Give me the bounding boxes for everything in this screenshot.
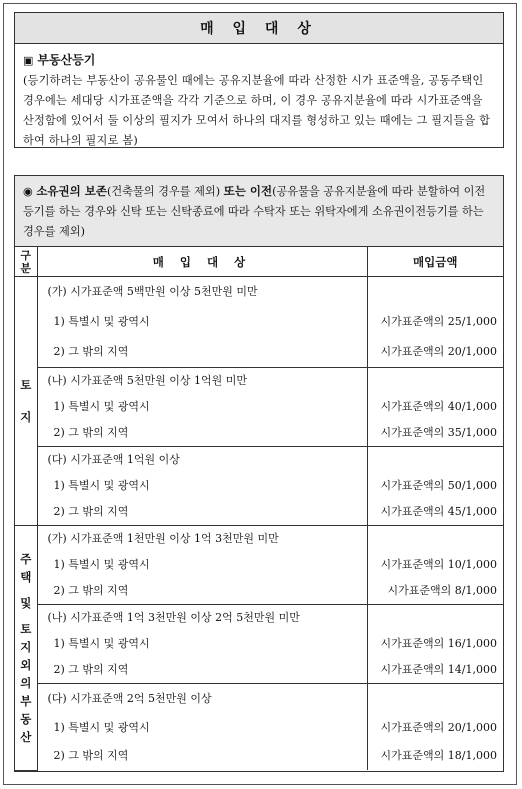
- row-label: 1) 특별시 및 광역시: [53, 558, 150, 571]
- table-header-row: [15, 247, 503, 277]
- block-title: (다) 시가표준액 1억원 이상: [47, 453, 180, 466]
- category-land: [15, 277, 37, 526]
- heading-bold-preservation: 소유권의 보존: [36, 184, 107, 198]
- amount-value: 시가표준액의 16/1,000: [380, 637, 497, 650]
- header-target: 매 입 대 상: [37, 247, 367, 277]
- amount-value: 시가표준액의 8/1,000: [387, 584, 497, 597]
- row-label: 1) 특별시 및 광역시: [53, 479, 150, 492]
- amount-value: 시가표준액의 45/1,000: [380, 505, 497, 518]
- amount-value: 시가표준액의 50/1,000: [380, 479, 497, 492]
- amounts-land-ga: [367, 277, 503, 368]
- amount-value: 시가표준액의 40/1,000: [380, 400, 497, 413]
- block-title: (가) 시가표준액 5백만원 이상 5천만원 미만: [47, 285, 258, 298]
- row-label: 2) 그 밖의 지역: [53, 345, 129, 358]
- ownership-section: [14, 175, 504, 772]
- row-label: 2) 그 밖의 지역: [53, 426, 129, 439]
- page-title: 매 입 대 상: [14, 12, 504, 44]
- registration-description: (등기하려는 부동산이 공유물인 때에는 공유지분율에 따라 산정한 시가 표준액을, 공동주택인 경우에는 세대당 시가표준액을 각각 기준으로 하며, 이 경우 공유지분율에 따라 시가표준액을 산정함에 있어서 둘 이상의 필지가 모여서 하나의 대지를 형성하고 있는 때에는 그 필지들을 합하여 하나의 필지로 봄): [23, 74, 491, 147]
- table-row: [15, 368, 503, 447]
- amounts-land-da: [367, 447, 503, 526]
- row-label: 1) 특별시 및 광역시: [53, 637, 150, 650]
- amount-value: 시가표준액의 20/1,000: [380, 721, 497, 734]
- header-category-text: 구분: [20, 248, 32, 275]
- row-label: 1) 특별시 및 광역시: [53, 315, 150, 328]
- row-label: 2) 그 밖의 지역: [53, 584, 129, 597]
- ownership-section-heading: [15, 176, 503, 247]
- block-title: (다) 시가표준액 2억 5천만원 이상: [47, 692, 212, 705]
- amount-value: 시가표준액의 18/1,000: [380, 749, 497, 762]
- registration-heading-text: 부동산등기: [37, 53, 96, 67]
- table-row: [15, 684, 503, 771]
- table-row: [15, 605, 503, 684]
- heading-bold-transfer: 또는 이전: [223, 184, 273, 198]
- amounts-land-na: [367, 368, 503, 447]
- row-label: 1) 특별시 및 광역시: [53, 721, 150, 734]
- table-row: [15, 447, 503, 526]
- block-title: (나) 시가표준액 1억 3천만원 이상 2억 5천만원 미만: [47, 611, 300, 624]
- category-housing: 주 택 및 토 지 외 의 부 동 산: [15, 526, 37, 771]
- amounts-housing-da: [367, 684, 503, 771]
- header-amount: 매입금액: [367, 247, 503, 277]
- block-housing-da: [37, 684, 367, 771]
- category-land-char: 지: [20, 410, 32, 424]
- table-row: [15, 277, 503, 368]
- header-category: [15, 247, 37, 277]
- row-label: 1) 특별시 및 광역시: [53, 400, 150, 413]
- row-label: 2) 그 밖의 지역: [53, 663, 129, 676]
- row-label: 2) 그 밖의 지역: [53, 749, 129, 762]
- amount-value: 시가표준액의 20/1,000: [380, 345, 497, 358]
- amounts-housing-na: [367, 605, 503, 684]
- block-land-na: [37, 368, 367, 447]
- block-housing-na: [37, 605, 367, 684]
- heading-note-1: (건축물의 경우를 제외): [107, 185, 221, 198]
- table-row: [15, 526, 503, 605]
- category-land-char: 토: [20, 378, 32, 392]
- circle-bullet-icon: ◉: [23, 185, 33, 198]
- row-label: 2) 그 밖의 지역: [53, 505, 129, 518]
- block-housing-ga: [37, 526, 367, 605]
- square-bullet-icon: ▣: [23, 54, 34, 67]
- amount-value: 시가표준액의 35/1,000: [380, 426, 497, 439]
- block-title: (나) 시가표준액 5천만원 이상 1억원 미만: [47, 374, 247, 387]
- purchase-table: [15, 247, 503, 771]
- amounts-housing-ga: [367, 526, 503, 605]
- amount-value: 시가표준액의 14/1,000: [380, 663, 497, 676]
- block-title: (가) 시가표준액 1천만원 이상 1억 3천만원 미만: [47, 532, 279, 545]
- heading-note-2: (공유물을 공유지분율에 따라 분할하여 이전등기를 하는 경우와 신탁 또는 신탁종료에 따라 수탁자 또는 위탁자에게 소유권이전등기를 하는 경우를 제외): [23, 185, 486, 238]
- amount-value: 시가표준액의 25/1,000: [380, 315, 497, 328]
- real-estate-registration-box: [14, 44, 504, 148]
- amount-value: 시가표준액의 10/1,000: [380, 558, 497, 571]
- block-land-ga: [37, 277, 367, 368]
- block-land-da: [37, 447, 367, 526]
- registration-heading: [23, 50, 493, 71]
